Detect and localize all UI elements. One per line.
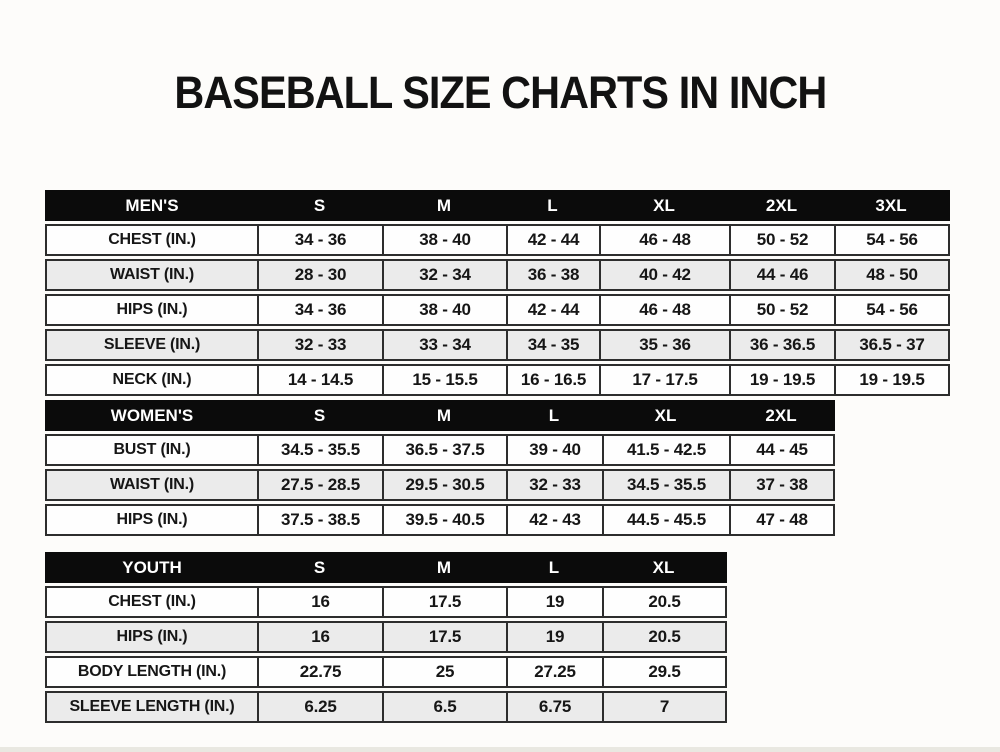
size-value: 6.75 — [506, 693, 602, 721]
row-label: CHEST (IN.) — [108, 231, 196, 248]
size-value: 54 - 56 — [834, 226, 948, 254]
column-header-l: L — [548, 405, 560, 425]
mens-size-table — [45, 190, 950, 399]
size-value: 6.25 — [257, 693, 382, 721]
size-value: 14 - 14.5 — [257, 366, 382, 394]
size-value: 19 - 19.5 — [834, 366, 948, 394]
size-value: 33 - 34 — [382, 331, 506, 359]
size-value: 54 - 56 — [834, 296, 948, 324]
row-label: NECK (IN.) — [112, 371, 192, 388]
column-header-xl: XL — [652, 557, 675, 577]
size-value: 40 - 42 — [599, 261, 729, 289]
row-label: BODY LENGTH (IN.) — [77, 663, 227, 680]
table-row-waist — [45, 259, 950, 291]
size-value: 38 - 40 — [382, 296, 506, 324]
size-value: 27.5 - 28.5 — [257, 471, 382, 499]
size-value: 50 - 52 — [729, 296, 834, 324]
size-value: 19 — [506, 588, 602, 616]
column-header-m: M — [436, 557, 452, 577]
table-row-hips — [45, 621, 727, 653]
column-header-l: L — [548, 557, 560, 577]
size-value: 36.5 - 37 — [834, 331, 948, 359]
size-value: 48 - 50 — [834, 261, 948, 289]
column-header-xl: XL — [654, 405, 677, 425]
table-row-sleeve — [45, 329, 950, 361]
table-row-neck — [45, 364, 950, 396]
column-header-2xl: 2XL — [765, 405, 797, 425]
size-value: 20.5 — [602, 623, 725, 651]
size-value: 42 - 43 — [506, 506, 602, 534]
size-value: 19 — [506, 623, 602, 651]
size-value: 44 - 46 — [729, 261, 834, 289]
size-value: 36.5 - 37.5 — [382, 436, 506, 464]
size-value: 34 - 36 — [257, 296, 382, 324]
size-value: 32 - 33 — [257, 331, 382, 359]
page-title: BASEBALL SIZE CHARTS IN INCH — [173, 67, 826, 118]
size-value: 27.25 — [506, 658, 602, 686]
size-value: 36 - 38 — [506, 261, 599, 289]
column-header-xl: XL — [653, 195, 675, 215]
size-value: 39.5 - 40.5 — [382, 506, 506, 534]
size-value: 29.5 — [602, 658, 725, 686]
table-row-body-length — [45, 656, 727, 688]
row-label: HIPS (IN.) — [116, 511, 188, 528]
table-row-bust — [45, 434, 835, 466]
page-title-wrap — [0, 67, 1000, 118]
size-value: 6.5 — [382, 693, 506, 721]
size-value: 46 - 48 — [599, 226, 729, 254]
size-value: 35 - 36 — [599, 331, 729, 359]
size-value: 15 - 15.5 — [382, 366, 506, 394]
size-value: 19 - 19.5 — [729, 366, 834, 394]
row-label: CHEST (IN.) — [108, 593, 196, 610]
column-header-s: S — [313, 405, 326, 425]
size-value: 29.5 - 30.5 — [382, 471, 506, 499]
size-value: 16 — [257, 623, 382, 651]
size-value: 38 - 40 — [382, 226, 506, 254]
size-value: 44 - 45 — [729, 436, 833, 464]
column-header-3xl: 3XL — [875, 195, 907, 215]
womens-table-header-row — [45, 400, 835, 431]
size-value: 42 - 44 — [506, 226, 599, 254]
table-row-hips — [45, 294, 950, 326]
size-value: 39 - 40 — [506, 436, 602, 464]
size-value: 37.5 - 38.5 — [257, 506, 382, 534]
row-label: WAIST (IN.) — [109, 266, 194, 283]
table-row-chest — [45, 586, 727, 618]
mens-table-header-row — [45, 190, 950, 221]
size-value: 17.5 — [382, 623, 506, 651]
size-value: 34 - 36 — [257, 226, 382, 254]
size-value: 17 - 17.5 — [599, 366, 729, 394]
womens-table-name: WOMEN'S — [110, 405, 194, 425]
bottom-edge-strip — [0, 747, 1000, 752]
size-value: 34.5 - 35.5 — [257, 436, 382, 464]
size-value: 42 - 44 — [506, 296, 599, 324]
size-value: 47 - 48 — [729, 506, 833, 534]
youth-table-header-row — [45, 552, 727, 583]
size-value: 28 - 30 — [257, 261, 382, 289]
row-label: SLEEVE LENGTH (IN.) — [69, 698, 235, 715]
size-value: 37 - 38 — [729, 471, 833, 499]
size-value: 46 - 48 — [599, 296, 729, 324]
youth-table-name: YOUTH — [122, 557, 182, 577]
size-value: 17.5 — [382, 588, 506, 616]
table-row-hips — [45, 504, 835, 536]
column-header-s: S — [313, 195, 326, 215]
table-row-chest — [45, 224, 950, 256]
size-value: 16 - 16.5 — [506, 366, 599, 394]
size-value: 20.5 — [602, 588, 725, 616]
row-label: BUST (IN.) — [113, 441, 191, 458]
youth-size-table — [45, 552, 727, 726]
size-value: 36 - 36.5 — [729, 331, 834, 359]
row-label: SLEEVE (IN.) — [103, 336, 201, 353]
size-value: 7 — [602, 693, 725, 721]
row-label: WAIST (IN.) — [109, 476, 194, 493]
size-value: 32 - 33 — [506, 471, 602, 499]
column-header-m: M — [436, 405, 452, 425]
size-value: 34.5 - 35.5 — [602, 471, 729, 499]
size-value: 25 — [382, 658, 506, 686]
size-value: 32 - 34 — [382, 261, 506, 289]
size-value: 34 - 35 — [506, 331, 599, 359]
column-header-l: L — [547, 195, 558, 215]
size-value: 44.5 - 45.5 — [602, 506, 729, 534]
column-header-m: M — [436, 195, 452, 215]
size-value: 22.75 — [257, 658, 382, 686]
row-label: HIPS (IN.) — [116, 628, 188, 645]
row-label: HIPS (IN.) — [116, 301, 188, 318]
size-value: 50 - 52 — [729, 226, 834, 254]
column-header-2xl: 2XL — [765, 195, 798, 215]
table-row-waist — [45, 469, 835, 501]
size-value: 41.5 - 42.5 — [602, 436, 729, 464]
table-row-sleeve-length — [45, 691, 727, 723]
womens-size-table — [45, 400, 835, 539]
column-header-s: S — [313, 557, 326, 577]
size-value: 16 — [257, 588, 382, 616]
mens-table-name: MEN'S — [125, 195, 179, 215]
